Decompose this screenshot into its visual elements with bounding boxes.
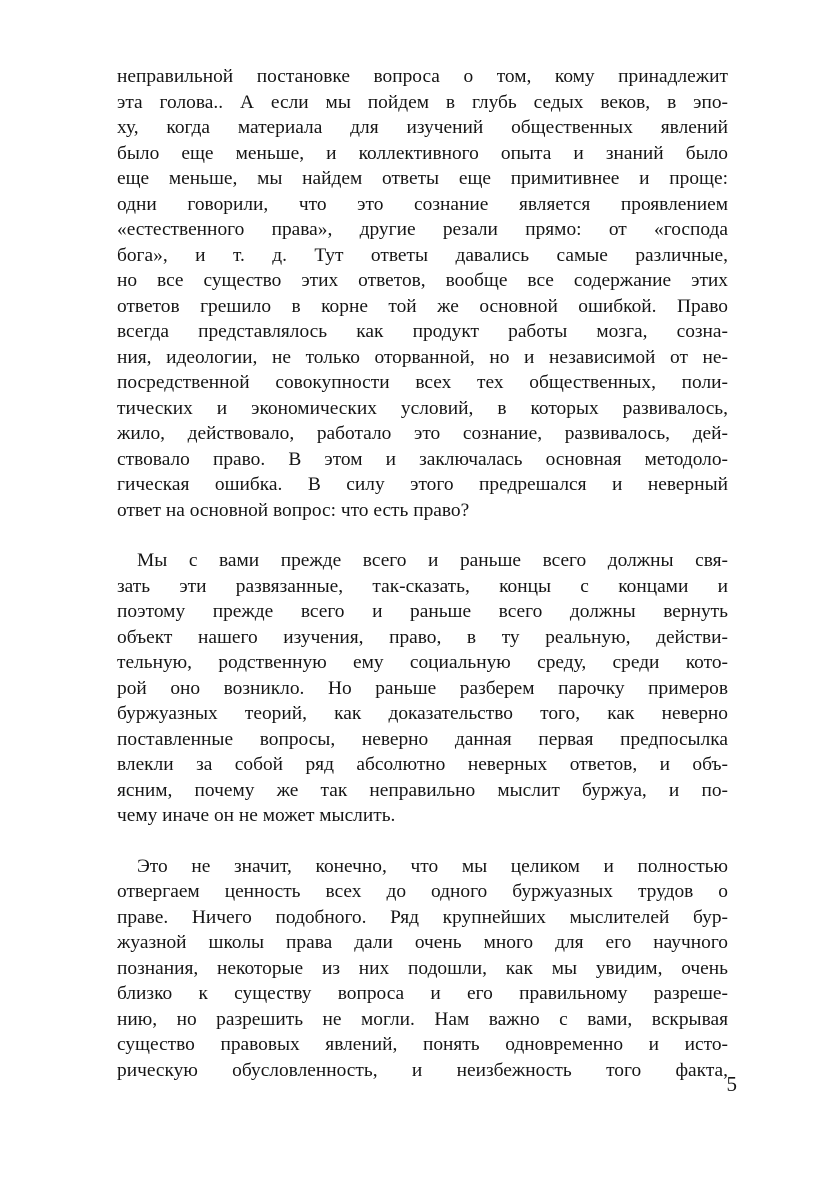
page-text <box>117 64 728 1083</box>
text-line: поэтому прежде всего и раньше всего должны вернуть <box>117 601 728 622</box>
text-line: познания, некоторые из них подошли, как мы увидим, очень <box>117 957 728 979</box>
text-line: бога», и т. д. Тут ответы давались самые различные, <box>117 244 728 266</box>
page-number: 5 <box>726 1072 737 1096</box>
text-line: тельную, родственную ему социальную среду, среди кото- <box>117 652 728 673</box>
text-line: эта голова.. А если мы пойдем в глубь седых веков, в эпо- <box>117 91 728 113</box>
text-line: посредственной совокупности всех тех общественных, поли- <box>117 372 728 393</box>
paragraph-2 <box>117 548 728 829</box>
text-line: было еще меньше, и коллективного опыта и знаний было <box>117 142 728 164</box>
text-line: жило, действовало, работало это сознание, развивалось, дей- <box>117 423 728 444</box>
text-line: ния, идеологии, не только оторванной, но и независимой от не- <box>117 346 728 368</box>
text-line: рой оно возникло. Но раньше разберем парочку примеров <box>117 677 728 699</box>
text-line: ясним, почему же так неправильно мыслит буржуа, и по- <box>117 779 728 801</box>
text-line: зать эти развязанные, так-сказать, концы с концами и <box>117 575 728 597</box>
text-line: одни говорили, что это сознание является проявлением <box>117 193 728 215</box>
text-line: но все существо этих ответов, вообще все содержание этих <box>117 270 728 291</box>
text-line: праве. Ничего подобного. Ряд крупнейших мыслителей бур- <box>117 906 728 928</box>
text-line: нию, но разрешить не могли. Нам важно с вами, вскрывая <box>117 1008 728 1030</box>
text-line: еще меньше, мы найдем ответы еще примитивнее и проще: <box>117 168 728 189</box>
text-line: тических и экономических условий, в которых развивалось, <box>117 397 728 419</box>
text-line: ху, когда материала для изучений общественных явлений <box>117 117 728 138</box>
text-line: Мы с вами прежде всего и раньше всего должны свя- <box>137 550 728 571</box>
text-line: гическая ошибка. В силу этого предрешался и неверный <box>117 474 728 495</box>
text-line: ствовало право. В этом и заключалась основная методоло- <box>117 448 728 470</box>
text-line: существо правовых явлений, понять одновременно и исто- <box>117 1034 728 1055</box>
text-line: объект нашего изучения, право, в ту реальную, действи- <box>117 626 728 648</box>
text-line: неправильной постановке вопроса о том, кому принадлежит <box>117 66 728 87</box>
text-line: буржуазных теорий, как доказательство того, как неверно <box>117 703 728 724</box>
text-line: «естественного права», другие резали прямо: от «господа <box>117 219 728 240</box>
paragraph-3 <box>117 854 728 1084</box>
text-line: близко к существу вопроса и его правильному разреше- <box>117 983 728 1004</box>
text-line: поставленные вопросы, неверно данная первая предпосылка <box>117 728 728 750</box>
paragraph-gap <box>117 829 728 854</box>
paragraph-gap <box>117 523 728 548</box>
text-line: всегда представлялось как продукт работы мозга, созна- <box>117 321 728 342</box>
paragraph-1 <box>117 64 728 523</box>
text-line: ответов грешило в корне той же основной ошибкой. Право <box>117 295 728 317</box>
text-line: отвергаем ценность всех до одного буржуазных трудов о <box>117 881 728 902</box>
text-line: чему иначе он не может мыслить. <box>117 805 396 826</box>
text-line: рическую обусловленность, и неизбежность того факта, <box>117 1059 728 1081</box>
text-line: ответ на основной вопрос: что есть право? <box>117 499 470 521</box>
text-line: влекли за собой ряд абсолютно неверных ответов, и объ- <box>117 754 728 775</box>
text-line: жуазной школы права дали очень много для его научного <box>117 932 728 953</box>
text-line: Это не значит, конечно, что мы целиком и полностью <box>137 855 728 877</box>
